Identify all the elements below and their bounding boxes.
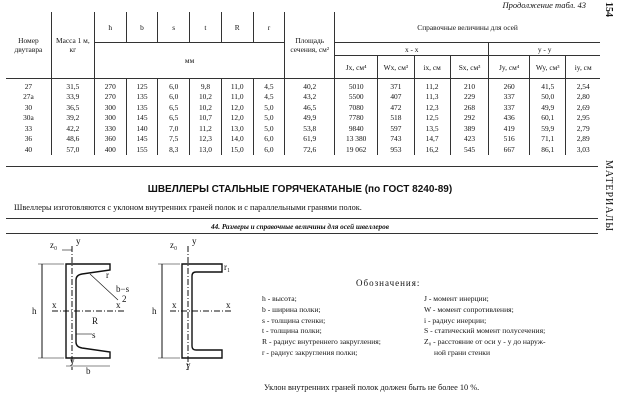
continuation-label: Продолжение табл. 43 [502, 0, 586, 10]
table-cell: 300 [94, 113, 126, 124]
table-cell: 10,2 [190, 102, 222, 113]
table-cell: 57,0 [51, 144, 94, 155]
table-cell: 516 [489, 134, 530, 145]
table-cell: 16,2 [414, 144, 450, 155]
table-cell: 19 062 [335, 144, 378, 155]
label-x-left: x [52, 300, 57, 310]
col-header-reference: Справочные величины для осей [335, 12, 600, 43]
table-cell: 371 [378, 79, 414, 92]
table-cell: 13,0 [190, 144, 222, 155]
table-cell: 140 [126, 123, 158, 134]
table-cell: 27 [6, 79, 51, 92]
table-cell: 40 [6, 144, 51, 155]
label-y-bottom-left: y [70, 356, 75, 366]
table-cell: 42,2 [51, 123, 94, 134]
legend-title: Обозначения: [356, 278, 421, 288]
table-cell: 360 [94, 134, 126, 145]
table-cell: 5,0 [253, 102, 285, 113]
table-row [6, 79, 600, 92]
label-x-right-right: x [226, 300, 231, 310]
label-y-top-right: y [192, 236, 197, 246]
label-r1-right: r₁ [224, 262, 231, 272]
table-cell: 6,0 [158, 79, 190, 92]
table-cell: 407 [378, 92, 414, 103]
col-header-ix: ix, см [414, 56, 450, 79]
table-cell: 33,9 [51, 92, 94, 103]
table-cell: 11,2 [190, 123, 222, 134]
label-bs-den-left: 2 [122, 294, 127, 304]
col-header-Wy: Wy, см³ [530, 56, 566, 79]
table-cell: 12,3 [414, 102, 450, 113]
col-header-s: s [158, 12, 190, 43]
col-header-number: Номер двутавра [6, 12, 51, 79]
table-cell: 49,9 [285, 113, 335, 124]
table-cell: 268 [450, 102, 489, 113]
table-cell: 518 [378, 113, 414, 124]
table-cell: 2,89 [576, 134, 590, 144]
table-cell: 4,5 [253, 79, 285, 92]
legend-right-list [424, 294, 546, 359]
table-cell: 11,3 [414, 92, 450, 103]
table-cell: 145 [126, 113, 158, 124]
table-cell: 2,69 [576, 102, 590, 112]
table-cell: 337 [489, 92, 530, 103]
table-cell: 86,1 [530, 144, 566, 155]
legend-item: ной грани стенки [434, 347, 491, 357]
table-cell: 13,0 [221, 123, 253, 134]
table-cell: 210 [450, 79, 489, 92]
table-cell: 145 [126, 134, 158, 145]
table-row [6, 92, 600, 103]
legend-item: t - толщина полки; [262, 326, 322, 336]
col-header-R: R [221, 12, 253, 43]
table-44-caption: 44. Размеры и справочные величины для осей швеллеров [211, 223, 389, 231]
table-cell: 667 [489, 144, 530, 155]
table-cell: 423 [450, 134, 489, 145]
col-header-Jy: Jy, см⁴ [489, 56, 530, 79]
table-row [6, 102, 600, 113]
legend-item: R - радиус внутреннего закругления; [262, 337, 381, 347]
table-cell: 40,2 [285, 79, 335, 92]
table-cell: 7,0 [158, 123, 190, 134]
beam-table [6, 12, 600, 155]
table-cell: 400 [94, 144, 126, 155]
label-z0-left: z₀ [50, 240, 58, 250]
table-cell: 2,95 [576, 113, 590, 123]
table-cell: 260 [489, 79, 530, 92]
page-number: 154 [603, 2, 614, 17]
table-cell: 472 [378, 102, 414, 113]
label-R-left: R [92, 316, 99, 326]
table-cell: 12,0 [221, 113, 253, 124]
table-cell: 2,54 [576, 81, 590, 91]
table-cell: 229 [450, 92, 489, 103]
table-cell: 2,80 [576, 92, 590, 102]
table-cell: 43,2 [285, 92, 335, 103]
section-title: ШВЕЛЛЕРЫ СТАЛЬНЫЕ ГОРЯЧЕКАТАНЫЕ (по ГОСТ 8240-89) [147, 184, 453, 195]
col-header-iy: iy, см [566, 56, 600, 79]
table-cell: 11,0 [221, 92, 253, 103]
table-cell: 330 [94, 123, 126, 134]
table-cell: 5500 [335, 92, 378, 103]
side-section-label: МАТЕРИАЛЫ [603, 160, 614, 232]
label-y-bottom-right: y [186, 360, 191, 370]
table-cell: 53,8 [285, 123, 335, 134]
table-cell: 10,7 [190, 113, 222, 124]
col-header-r: r [253, 12, 285, 43]
table-cell: 5010 [335, 79, 378, 92]
table-cell: 11,2 [414, 79, 450, 92]
legend-item: W - момент сопротивления; [424, 304, 514, 314]
slope-note: Уклон внутренних граней полок должен быть не более 10 %. [264, 383, 480, 392]
col-header-t: t [190, 12, 222, 43]
table-cell: 3,03 [576, 144, 590, 154]
table-row [6, 123, 600, 134]
table-cell: 12,3 [190, 134, 222, 145]
table-cell: 155 [126, 144, 158, 155]
table-cell: 60,1 [530, 113, 566, 124]
label-h-right: h [152, 306, 157, 316]
table-cell: 49,9 [530, 102, 566, 113]
table-cell: 13 380 [335, 134, 378, 145]
table-cell: 31,5 [51, 79, 94, 92]
legend-item: Z₀ - расстояние от оси y - y до наруж- [424, 337, 546, 347]
table-cell: 419 [489, 123, 530, 134]
legend-left-list [262, 294, 381, 359]
table-cell: 41,5 [530, 79, 566, 92]
label-r-left: r [106, 270, 109, 280]
table-cell: 300 [94, 102, 126, 113]
channel-parallel-drawing [158, 246, 232, 370]
table-cell: 71,1 [530, 134, 566, 145]
table-cell: 33 [6, 123, 51, 134]
col-header-Jx: Jx, см⁴ [335, 56, 378, 79]
table-bottom-rule [6, 166, 598, 167]
table-cell: 61,9 [285, 134, 335, 145]
label-y-top-left: y [76, 236, 81, 246]
table-cell: 2,79 [576, 123, 590, 133]
col-header-h: h [94, 12, 126, 43]
table-cell: 597 [378, 123, 414, 134]
label-h-left: h [32, 306, 37, 316]
col-header-mm: мм [94, 43, 284, 79]
table-cell: 13,5 [414, 123, 450, 134]
col-header-Wx: Wx, см³ [378, 56, 414, 79]
table-row [6, 134, 600, 145]
col-header-Sx: Sx, см³ [450, 56, 489, 79]
table-cell: 30а [6, 113, 51, 124]
table-cell: 36,5 [51, 102, 94, 113]
table-cell: 135 [126, 92, 158, 103]
table-cell: 48,6 [51, 134, 94, 145]
table-cell: 270 [94, 92, 126, 103]
table-cell: 5,0 [253, 123, 285, 134]
table-cell: 36 [6, 134, 51, 145]
table-cell: 6,0 [253, 134, 285, 145]
table-cell: 59,9 [530, 123, 566, 134]
table-cell: 46,5 [285, 102, 335, 113]
table-cell: 30 [6, 102, 51, 113]
table-row [6, 144, 600, 155]
table-cell: 6,0 [253, 144, 285, 155]
table-cell: 7,5 [158, 134, 190, 145]
channel-diagrams [6, 234, 266, 374]
table-cell: 4,5 [253, 92, 285, 103]
table-cell: 9,8 [190, 79, 222, 92]
table-cell: 39,2 [51, 113, 94, 124]
table-cell: 11,0 [221, 79, 253, 92]
table-cell: 135 [126, 102, 158, 113]
table-cell: 27а [6, 92, 51, 103]
legend-item: S - статический момент полусечения; [424, 326, 546, 336]
table-cell: 6,5 [158, 113, 190, 124]
col-header-mass: Масса 1 м, кг [51, 12, 94, 79]
table-cell: 14,7 [414, 134, 450, 145]
legend-item: J - момент инерции; [424, 294, 489, 303]
table-cell: 8,3 [158, 144, 190, 155]
table-cell: 12,5 [414, 113, 450, 124]
col-header-b: b [126, 12, 158, 43]
table-cell: 5,0 [253, 113, 285, 124]
table-cell: 50,0 [530, 92, 566, 103]
legend-item: h - высота; [262, 294, 297, 303]
table-cell: 125 [126, 79, 158, 92]
legend-item: i - радиус инерции; [424, 315, 487, 325]
table-cell: 15,0 [221, 144, 253, 155]
table-cell: 7080 [335, 102, 378, 113]
label-x-right-left: x [172, 300, 177, 310]
table-cell: 337 [489, 102, 530, 113]
table-cell: 743 [378, 134, 414, 145]
table-cell: 14,0 [221, 134, 253, 145]
label-b-left: b [86, 366, 91, 374]
legend-item: r - радиус закругления полки; [262, 347, 358, 357]
legend-item: b - ширина полки; [262, 304, 321, 314]
table-cell: 6,5 [158, 102, 190, 113]
col-header-area: Площадь сечения, см² [285, 12, 335, 79]
table-cell: 545 [450, 144, 489, 155]
table-cell: 292 [450, 113, 489, 124]
table-cell: 7780 [335, 113, 378, 124]
col-header-axis-y: y - y [489, 43, 600, 56]
table-cell: 12,0 [221, 102, 253, 113]
table-cell: 9840 [335, 123, 378, 134]
table-row [6, 113, 600, 124]
table-cell: 436 [489, 113, 530, 124]
table-cell: 953 [378, 144, 414, 155]
table-cell: 270 [94, 79, 126, 92]
table-cell: 389 [450, 123, 489, 134]
table-cell: 10,2 [190, 92, 222, 103]
label-bs-left: b−s [116, 284, 130, 294]
intro-text: Швеллеры изготовляются с уклоном внутренних граней полок и с параллельными гранями полок. [14, 203, 362, 212]
table-cell: 72,6 [285, 144, 335, 155]
table-cell: 6,0 [158, 92, 190, 103]
legend-item: s - толщина стенки; [262, 315, 326, 325]
label-x-right: x [116, 300, 121, 310]
label-z0-right: z₀ [170, 240, 178, 250]
col-header-axis-x: x - x [335, 43, 489, 56]
label-s-left: s [92, 330, 96, 340]
caption-top-rule [6, 218, 598, 219]
